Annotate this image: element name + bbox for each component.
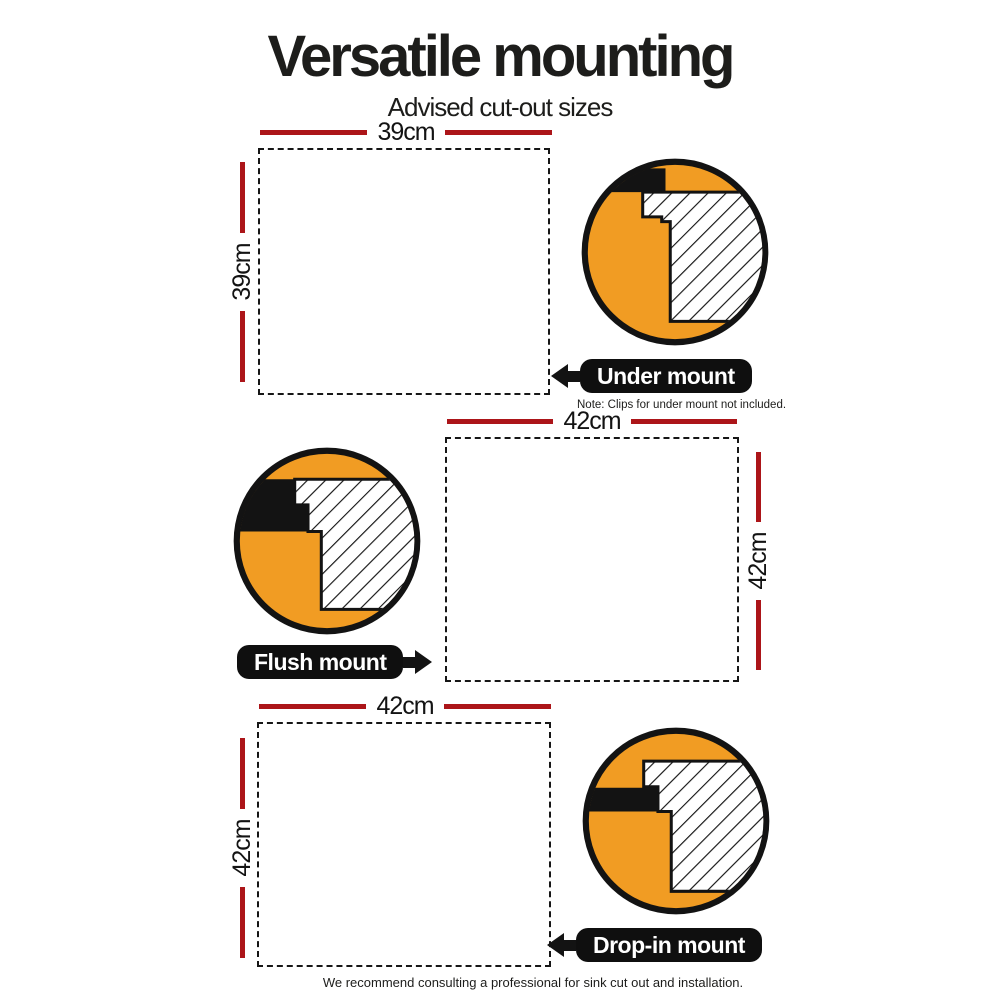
page-subtitle: Advised cut-out sizes bbox=[387, 92, 613, 122]
dimension-line bbox=[240, 887, 245, 958]
under-mount-note: Note: Clips for under mount not included. bbox=[577, 399, 787, 411]
dimension-line bbox=[445, 130, 552, 135]
dropin-height-label: 42cm bbox=[227, 819, 256, 877]
flush-height-label: 42cm bbox=[743, 532, 772, 590]
flush-width-label: 42cm bbox=[563, 406, 621, 435]
flush-mount-cross-section-diagram bbox=[232, 446, 422, 636]
flush-width-dimension bbox=[447, 408, 737, 434]
flush-mount-callout bbox=[237, 645, 432, 679]
dropin-width-label: 42cm bbox=[376, 691, 434, 720]
dimension-line bbox=[756, 600, 761, 670]
under-mount-callout bbox=[551, 359, 752, 393]
flush-mount-label: Flush mount bbox=[237, 645, 403, 679]
dimension-line bbox=[259, 704, 366, 709]
footer-note: We recommend consulting a professional for sink cut out and installation. bbox=[322, 975, 744, 990]
dropin-cutout-rectangle bbox=[257, 722, 551, 967]
dropin-mount-callout bbox=[547, 928, 762, 962]
countertop-bar bbox=[583, 788, 658, 812]
flush-cutout-rectangle bbox=[445, 437, 739, 682]
under-height-label: 39cm bbox=[227, 243, 256, 301]
under-width-label: 39cm bbox=[377, 117, 435, 146]
dimension-line bbox=[260, 130, 367, 135]
under-cutout-rectangle bbox=[258, 148, 550, 395]
under-width-dimension bbox=[260, 119, 552, 145]
dimension-line bbox=[447, 419, 553, 424]
dimension-line bbox=[240, 311, 245, 382]
arrow-stem bbox=[564, 940, 576, 951]
dimension-line bbox=[756, 452, 761, 522]
dimension-line bbox=[444, 704, 551, 709]
arrow-stem bbox=[568, 371, 580, 382]
arrow-left-icon bbox=[547, 933, 564, 957]
arrow-stem bbox=[403, 657, 415, 668]
dimension-line bbox=[240, 738, 245, 809]
under-mount-cross-section-diagram bbox=[580, 157, 770, 347]
under-height-dimension bbox=[229, 162, 255, 382]
arrow-left-icon bbox=[551, 364, 568, 388]
dimension-line bbox=[240, 162, 245, 233]
dropin-height-dimension bbox=[229, 738, 255, 958]
page-title: Versatile mounting bbox=[267, 24, 733, 89]
dropin-mount-label: Drop-in mount bbox=[576, 928, 762, 962]
under-mount-label: Under mount bbox=[580, 359, 752, 393]
flush-height-dimension bbox=[745, 452, 771, 670]
dropin-width-dimension bbox=[259, 693, 551, 719]
drop-in-mount-cross-section-diagram bbox=[581, 726, 771, 916]
dimension-line bbox=[631, 419, 737, 424]
arrow-right-icon bbox=[415, 650, 432, 674]
